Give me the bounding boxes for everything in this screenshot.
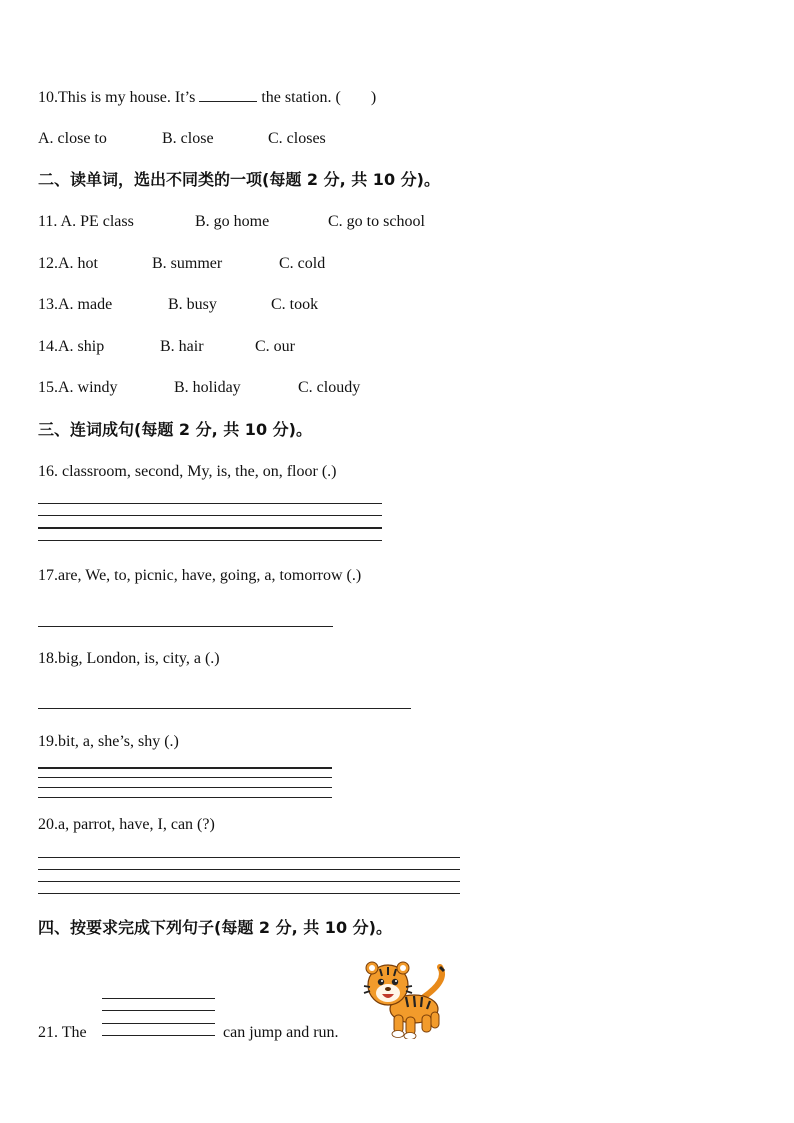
q21-text-end: can jump and run. bbox=[223, 1024, 339, 1041]
q10-option-b: B. close bbox=[162, 130, 214, 147]
q19-answer-line[interactable] bbox=[38, 797, 332, 798]
question-10 bbox=[38, 87, 376, 108]
question-20: 20.a, parrot, have, I, can (?) bbox=[38, 816, 215, 833]
tiger-tail bbox=[424, 967, 442, 997]
q11-option-b: B. go home bbox=[195, 213, 270, 230]
q12-option-b: B. summer bbox=[152, 255, 223, 272]
q21-answer-line[interactable] bbox=[102, 998, 215, 999]
q20-answer-line[interactable] bbox=[38, 881, 460, 882]
q21-answer-line[interactable] bbox=[102, 1035, 215, 1036]
q11-option-a: 11. A. PE class bbox=[38, 213, 134, 230]
section-2-title: 二、读单词，选出不同类的一项(每题 2 分, 共 10 分)。 bbox=[38, 170, 440, 189]
question-17: 17.are, We, to, picnic, have, going, a, tomorrow (.) bbox=[38, 567, 362, 584]
q17-answer-line[interactable] bbox=[38, 626, 333, 627]
q10-text-end: the station. ( bbox=[261, 89, 341, 106]
q14-option-b: B. hair bbox=[160, 338, 204, 355]
q19-answer-line[interactable] bbox=[38, 787, 332, 788]
q16-answer-line[interactable] bbox=[38, 540, 382, 541]
tiger-illustration bbox=[360, 957, 450, 1039]
q10-paren-close: ) bbox=[370, 89, 377, 106]
q15-option-b: B. holiday bbox=[174, 379, 241, 396]
section-3-title: 三、连词成句(每题 2 分, 共 10 分)。 bbox=[38, 420, 312, 439]
q10-text-start: 10.This is my house. It’s bbox=[38, 89, 196, 106]
q13-option-b: B. busy bbox=[168, 296, 217, 313]
q15-option-c: C. cloudy bbox=[298, 379, 361, 396]
q16-answer-line[interactable] bbox=[38, 515, 382, 516]
q10-answer-blank[interactable] bbox=[199, 87, 257, 102]
q12-option-a: 12.A. hot bbox=[38, 255, 98, 272]
q16-answer-line[interactable] bbox=[38, 527, 382, 529]
question-18: 18.big, London, is, city, a (.) bbox=[38, 650, 220, 667]
q19-answer-line[interactable] bbox=[38, 767, 332, 769]
question-19: 19.bit, a, she’s, shy (.) bbox=[38, 733, 179, 750]
q14-option-a: 14.A. ship bbox=[38, 338, 105, 355]
q20-answer-line[interactable] bbox=[38, 893, 460, 894]
q12-option-c: C. cold bbox=[279, 255, 326, 272]
q20-answer-line[interactable] bbox=[38, 869, 460, 870]
q15-option-a: 15.A. windy bbox=[38, 379, 118, 396]
q21-text-start: 21. The bbox=[38, 1024, 87, 1041]
q20-answer-line[interactable] bbox=[38, 857, 460, 858]
q21-answer-line[interactable] bbox=[102, 1010, 215, 1011]
q14-option-c: C. our bbox=[255, 338, 295, 355]
q21-answer-line[interactable] bbox=[102, 1023, 215, 1024]
section-4-title: 四、按要求完成下列句子(每题 2 分, 共 10 分)。 bbox=[38, 918, 392, 937]
q19-answer-line[interactable] bbox=[38, 777, 332, 778]
q13-option-a: 13.A. made bbox=[38, 296, 113, 313]
q11-option-c: C. go to school bbox=[328, 213, 425, 230]
q13-option-c: C. took bbox=[271, 296, 319, 313]
q18-answer-line[interactable] bbox=[38, 708, 411, 709]
question-16: 16. classroom, second, My, is, the, on, floor (.) bbox=[38, 463, 337, 480]
q16-answer-line[interactable] bbox=[38, 503, 382, 504]
q10-option-c: C. closes bbox=[268, 130, 326, 147]
q10-option-a: A. close to bbox=[38, 130, 107, 147]
